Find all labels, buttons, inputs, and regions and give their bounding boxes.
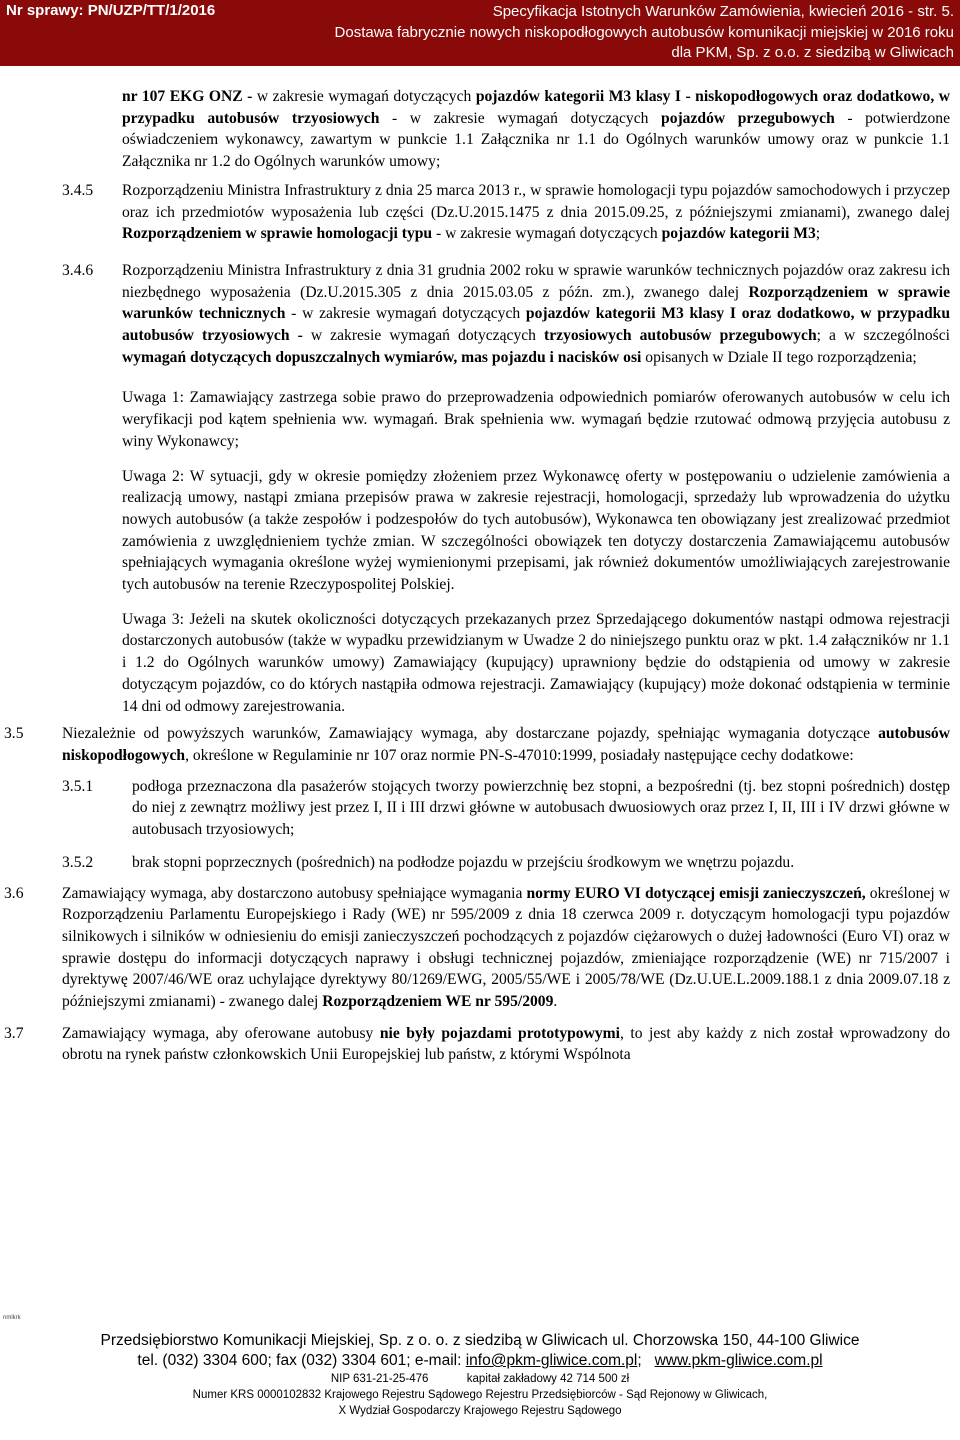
page-header <box>0 0 960 66</box>
header-subject-line: Dostawa fabrycznie nowych niskopodłogowych autobusów komunikacji miejskiej w 2016 roku <box>334 23 954 41</box>
header-title-block <box>335 2 954 64</box>
paragraph-reg107: nr 107 EKG ONZ - w zakresie wymagań dotyczących pojazdów kategorii M3 klasy I - niskopodłogowych oraz dodatkowo, w przypadku autobusów trzyosiowych - w zakresie wymagań dotyczących pojazdów przegubowych - potwierdzone oświadczeniem wykonawcy, zawartym w punkcie 1.1 Załącznika nr 1.1 do Ogólnych warunków umowy oraz w punkcie 1.1 Załącznika nr 1.2 do Ogólnych warunków umowy; <box>122 88 951 171</box>
section-number: 3.6 <box>4 884 24 902</box>
footer-krs: Numer KRS 0000102832 Krajowego Rejestru Sądowego Rejestru Przedsiębiorców - Sąd Rejonowy w Gliwicach, <box>192 1389 768 1401</box>
note-2: Uwaga 2: W sytuacji, gdy w okresie pomiędzy złożeniem przez Wykonawcę oferty w postępowaniu o udzielenie zamówienia a realizacją umowy, nastąpi zmiana przepisów prawa w zakresie rejestracji, homologacji, sprzedaży lub wprowadzenia do użytku nowych autobusów (a także zespołów i podzespołów do tych autobusów), Wykonawca ten obowiązany jest zrealizować przedmiot zamówienia z uwzględnieniem tychże zmian. W szczególności obowiązek ten dotyczy dostarczenia Zamawiającemu autobusów spełniających wymagania określone wyżej wymienionymi przepisami, jak również dokumentów umożliwiających zarejestrowanie tych autobusów na terenie Rzeczypospolitej Polskiej. <box>122 467 950 594</box>
section-number: 3.5 <box>4 725 24 743</box>
document-body <box>0 86 960 1066</box>
section-number: 3.7 <box>4 1024 24 1042</box>
section-number: 3.4.5 <box>62 181 94 199</box>
page-footer <box>0 1331 960 1419</box>
page-mark: nmlkrk <box>3 1315 21 1321</box>
nip: NIP 631-21-25-476 <box>330 1373 429 1385</box>
section-3-7: 3.7 Zamawiający wymaga, aby oferowane autobusy nie były pojazdami prototypowymi, to jest aby każdy z nich został wprowadzony do obrotu na rynek państw członkowskich Unii Europejskiej lub państw, z którymi Wspólnota <box>4 1024 950 1064</box>
section-3-4-6: 3.4.6 Rozporządzeniu Ministra Infrastruktury z dnia 31 grudnia 2002 roku w sprawie warunków technicznych pojazdów oraz zakresu ich niezbędnego wyposażenia (Dz.U.2015.305 z dnia 2015.03.05 z późn. zm.), zwanego dalej Rozporządzeniem w sprawie warunków technicznych - w zakresie wymagań dotyczących pojazdów kategorii M3 klasy I oraz dodatkowo, w przypadku autobusów trzyosiowych - w zakresie wymagań dotyczących trzyosiowych autobusów przegubowych; a w szczególności wymagań dotyczących dopuszczalnych wymiarów, mas pojazdu i nacisków osi opisanych w Dziale II tego rozporządzenia; <box>62 261 950 366</box>
section-3-4-5: 3.4.5 Rozporządzeniu Ministra Infrastruktury z dnia 25 marca 2013 r., w sprawie homologacji typu pojazdów samochodowych i przyczep oraz ich przedmiotów wyposażenia lub części (Dz.U.2015.1475 z dnia 2015.09.25, z późniejszymi zmianami), zwanego dalej Rozporządzeniem w sprawie homologacji typu - w zakresie wymagań dotyczących pojazdów kategorii M3; <box>62 181 950 243</box>
section-3-5-1: 3.5.1 podłoga przeznaczona dla pasażerów stojących tworzy powierzchnię bez stopni, a bezpośredni (tj. bez stopni pośrednich) dostęp do niej z zewnątrz możliwy jest przez I, II i III drzwi główne w autobusach dwuosiowych oraz przez I, II, III i IV drzwi główne w autobusach trzyosiowych; <box>62 777 950 839</box>
section-number: 3.4.6 <box>62 261 94 279</box>
section-number: 3.5.2 <box>62 853 94 871</box>
section-3-5: 3.5 Niezależnie od powyższych warunków, Zamawiający wymaga, aby dostarczane pojazdy, spełniając wymagania dotyczące autobusów niskopodłogowych, określone w Regulaminie nr 107 oraz normie PN-S-47010:1999, posiadały następujące cechy dodatkowe: <box>4 725 950 764</box>
share-capital: kapitał zakładowy 42 714 500 zł <box>466 1373 630 1385</box>
case-number: Nr sprawy: PN/UZP/TT/1/2016 <box>6 2 216 19</box>
section-3-6: 3.6 Zamawiający wymaga, aby dostarczono autobusy spełniające wymagania normy EURO VI dotyczącej emisji zanieczyszczeń, określonej w Rozporządzeniu Parlamentu Europejskiego i Rady (WE) nr 595/2009 z dnia 18 czerwca 2009 r. dotyczącym homologacji typu pojazdów silnikowych i silników w odniesieniu do emisji zanieczyszczeń pochodzących z pojazdów ciężarowych o dużej ładowności (Euro VI) oraz w sprawie dostępu do informacji dotyczących naprawy i obsługi technicznej pojazdów, zmieniające rozporządzenie (WE) nr 715/2007 i dyrektywę 2007/46/WE oraz uchylające dyrektywy 80/1269/EWG, 2005/55/WE i 2005/78/WE (Dz.U.UE.L.2009.188.1 z dnia 2009.07.18 z późniejszymi zmianami) - zwanego dalej Rozporządzeniem WE nr 595/2009. <box>4 884 951 1011</box>
website-link[interactable]: www.pkm-gliwice.com.pl <box>654 1352 823 1369</box>
header-spec-line: Specyfikacja Istotnych Warunków Zamówienia, kwiecień 2016 - str. 5. <box>492 3 954 20</box>
footer-registry: X Wydział Gospodarczy Krajowego Rejestru Sądowego <box>338 1405 622 1417</box>
note-1: Uwaga 1: Zamawiający zastrzega sobie prawo do przeprowadzenia odpowiednich pomiarów oferowanych autobusów w celu ich weryfikacji pod kątem spełnienia ww. wymagań. Brak spełnienia ww. wymagań będzie rzutować odmową przyjęcia autobusu z winy Wykonawcy; <box>122 389 950 450</box>
section-3-5-2: 3.5.2 brak stopni poprzecznych (pośrednich) na podłodze pojazdu w przejściu środkowym we wnętrzu pojazdu. <box>0 852 960 874</box>
note-3: Uwaga 3: Jeżeli na skutek okoliczności dotyczących przekazanych przez Sprzedającego dokumentów nastąpi odmowa rejestracji dostarczonych autobusów (także w wypadku przewidzianym w Uwadze 2 do niniejszego punktu oraz w pkt. 1.4 załączników nr 1.1 i 1.2 do Ogólnych warunków umowy) Zamawiający (kupujący) uprawniony będzie do odstąpienia od umowy w zakresie dotyczącym pojazdów, co do których nastąpiła odmowa rejestracji. Zamawiający (kupujący) może dokonać odstąpienia w terminie 14 dni od odmowy zarejestrowania. <box>122 610 950 715</box>
header-entity-line: dla PKM, Sp. z o.o. z siedzibą w Gliwicach <box>671 44 954 61</box>
footer-contact: tel. (032) 3304 600; fax (032) 3304 601; e-mail: info@pkm-gliwice.com.pl; www.pkm-gliwice.com.pl <box>137 1352 823 1369</box>
footer-company: Przedsiębiorstwo Komunikacji Miejskiej, Sp. z o. o. z siedzibą w Gliwicach ul. Chorzowska 150, 44-100 Gliwice <box>100 1332 860 1349</box>
section-number: 3.5.1 <box>62 777 94 795</box>
email-link[interactable]: info@pkm-gliwice.com.pl <box>465 1352 638 1369</box>
footer-nip-line <box>0 1371 960 1387</box>
